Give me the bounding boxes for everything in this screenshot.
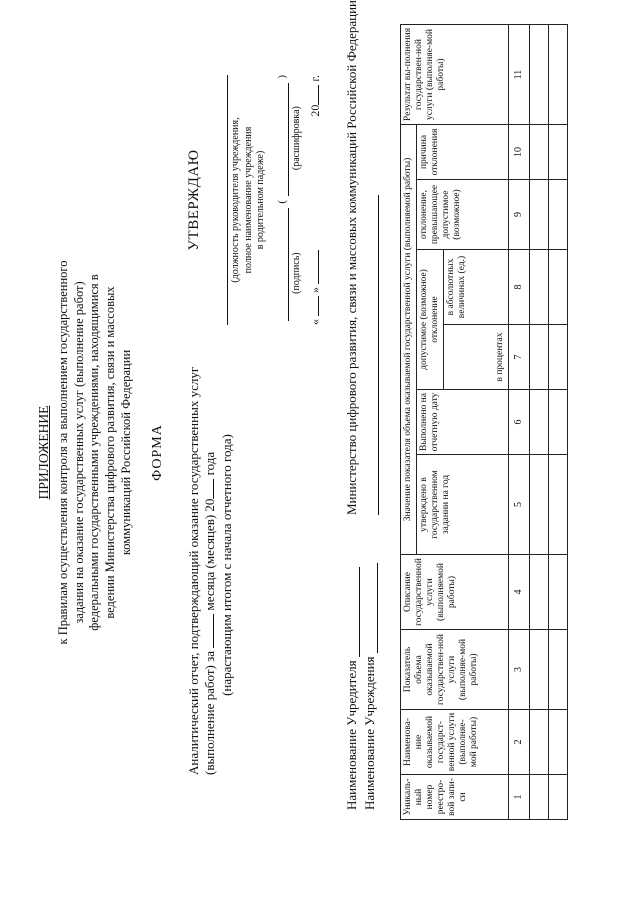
table-cell (548, 555, 567, 630)
table-cell (548, 710, 567, 775)
header-volume-indicator: Показатель объема оказываемой государствен-ной услуги (выполняе-мой работы) (401, 630, 509, 710)
institution-line (377, 563, 378, 653)
attachment-line: к Правилам осуществления контроля за выполнением государственного (56, 260, 70, 645)
month-blank (203, 614, 214, 648)
column-number: 1 (508, 775, 529, 820)
institution-label: Наименование Учреждения (362, 656, 377, 810)
date-year: 20 (307, 104, 322, 117)
table-cell (548, 325, 567, 390)
decoding-line (276, 83, 289, 196)
header-done: Выполнено на отчетную дату (416, 390, 508, 455)
column-number: 7 (508, 325, 529, 390)
header-unique-number: Уникаль-ный номер реестро-вой запи-си (401, 775, 509, 820)
signature-row (276, 65, 289, 335)
attachment-line: ведении Министерства цифрового развития, связи и массовых (102, 286, 117, 619)
attachment-title: ПРИЛОЖЕНИЕ (36, 405, 51, 500)
signature-paren-open: ( (275, 200, 288, 204)
header-percent: в процентах (443, 325, 508, 390)
date-year-blank (308, 85, 319, 105)
table-row (529, 25, 548, 820)
attachment-line: федеральными государственными учреждениями, находящимися в (87, 274, 102, 631)
institution-row (362, 563, 378, 810)
date-day-blank (308, 296, 319, 316)
approval-caption (230, 65, 268, 335)
table-row (548, 25, 567, 820)
form-label: ФОРМА (150, 424, 165, 481)
table-cell (548, 125, 567, 180)
column-number: 8 (508, 250, 529, 325)
table-cell (529, 630, 548, 710)
ministry-name: Министерство цифрового развития, связи и массовых коммуникаций Российской Федерации (344, 0, 359, 515)
header-service-description: Описание государственной услуги (выполняемой работы) (401, 555, 509, 630)
table-cell (548, 455, 567, 555)
date-quote-open: « (307, 319, 322, 325)
table-cell (529, 455, 548, 555)
report-title (186, 355, 235, 775)
table-header-row (401, 25, 417, 820)
report-title-mid: месяца (месяцев) 20 (202, 498, 218, 611)
table-cell (548, 775, 567, 820)
approval-title: УТВЕРЖДАЮ (186, 149, 202, 251)
report-title-start: Аналитический отчет, подтверждающий оказание государственных услуг (выполнение работ) за (186, 366, 218, 775)
signature-paren-close: ) (275, 75, 288, 79)
attachment-line: коммуникаций Российской Федерации (118, 349, 133, 556)
table-cell (529, 775, 548, 820)
header-absolute: в абсолютных величинах (ед.) (443, 250, 508, 325)
table-cell (529, 325, 548, 390)
signature-line (276, 208, 289, 321)
year-blank (203, 479, 214, 499)
decoding-caption: (расшифровка) (290, 106, 302, 171)
founder-row (344, 567, 360, 810)
column-number-row (508, 25, 529, 820)
table-cell (529, 180, 548, 250)
table-cell (529, 125, 548, 180)
table-cell (548, 630, 567, 710)
column-number: 3 (508, 630, 529, 710)
report-title-end: года (202, 451, 218, 476)
header-service-name: Наименова-ние оказываемой государст-венной услуги (выполняе-мой работы) (401, 710, 509, 775)
approval-block (186, 65, 323, 335)
table-cell (529, 390, 548, 455)
date-suffix: г. (307, 75, 322, 82)
approval-caption-line: полное наименование учреждения (242, 126, 254, 274)
header-approved: утверждено в государственном задании на год (416, 455, 508, 555)
table-cell (529, 555, 548, 630)
table-cell (548, 390, 567, 455)
approval-date (308, 65, 323, 335)
approval-caption-line: в родительном падеже) (255, 150, 266, 250)
header-deviation-reason: причина отклонения (416, 125, 508, 180)
column-number: 6 (508, 390, 529, 455)
date-month-blank (308, 250, 319, 284)
ministry-underline (378, 195, 379, 515)
column-number: 9 (508, 180, 529, 250)
table-cell (548, 180, 567, 250)
approval-caption-line: (должность руководителя учреждения, (230, 117, 241, 283)
column-number: 10 (508, 125, 529, 180)
table-cell (529, 710, 548, 775)
attachment-subtitle (56, 0, 134, 905)
column-number: 5 (508, 455, 529, 555)
report-table (400, 24, 568, 820)
approval-position-line (219, 75, 228, 325)
column-number: 4 (508, 555, 529, 630)
attachment-line: задания на оказание государственных услуг (выполнение работ) (71, 281, 86, 624)
column-number: 2 (508, 710, 529, 775)
table-cell (529, 25, 548, 125)
table-cell (529, 250, 548, 325)
header-value-group: Значение показателя объема оказываемой государственной услуги (выполняемой работы) (401, 125, 417, 555)
table-cell (548, 250, 567, 325)
founder-label: Наименование Учредителя (344, 660, 359, 810)
header-exceeding-deviation: отклонение, превышающее допустимое (возможное) (416, 180, 508, 250)
column-number: 11 (508, 25, 529, 125)
header-deviation: допустимое (возможное) отклонение (416, 250, 443, 390)
signature-caption: (подпись) (290, 252, 302, 294)
date-quote-close: » (307, 287, 322, 293)
founder-line (359, 567, 360, 657)
signature-captions (291, 65, 302, 335)
table-cell (548, 25, 567, 125)
report-subtitle: (нарастающим итогом с начала отчетного года) (218, 434, 234, 696)
header-result: Результат вы-полнения государствен-ной услуги (выполняе-мой работы) (401, 25, 509, 125)
